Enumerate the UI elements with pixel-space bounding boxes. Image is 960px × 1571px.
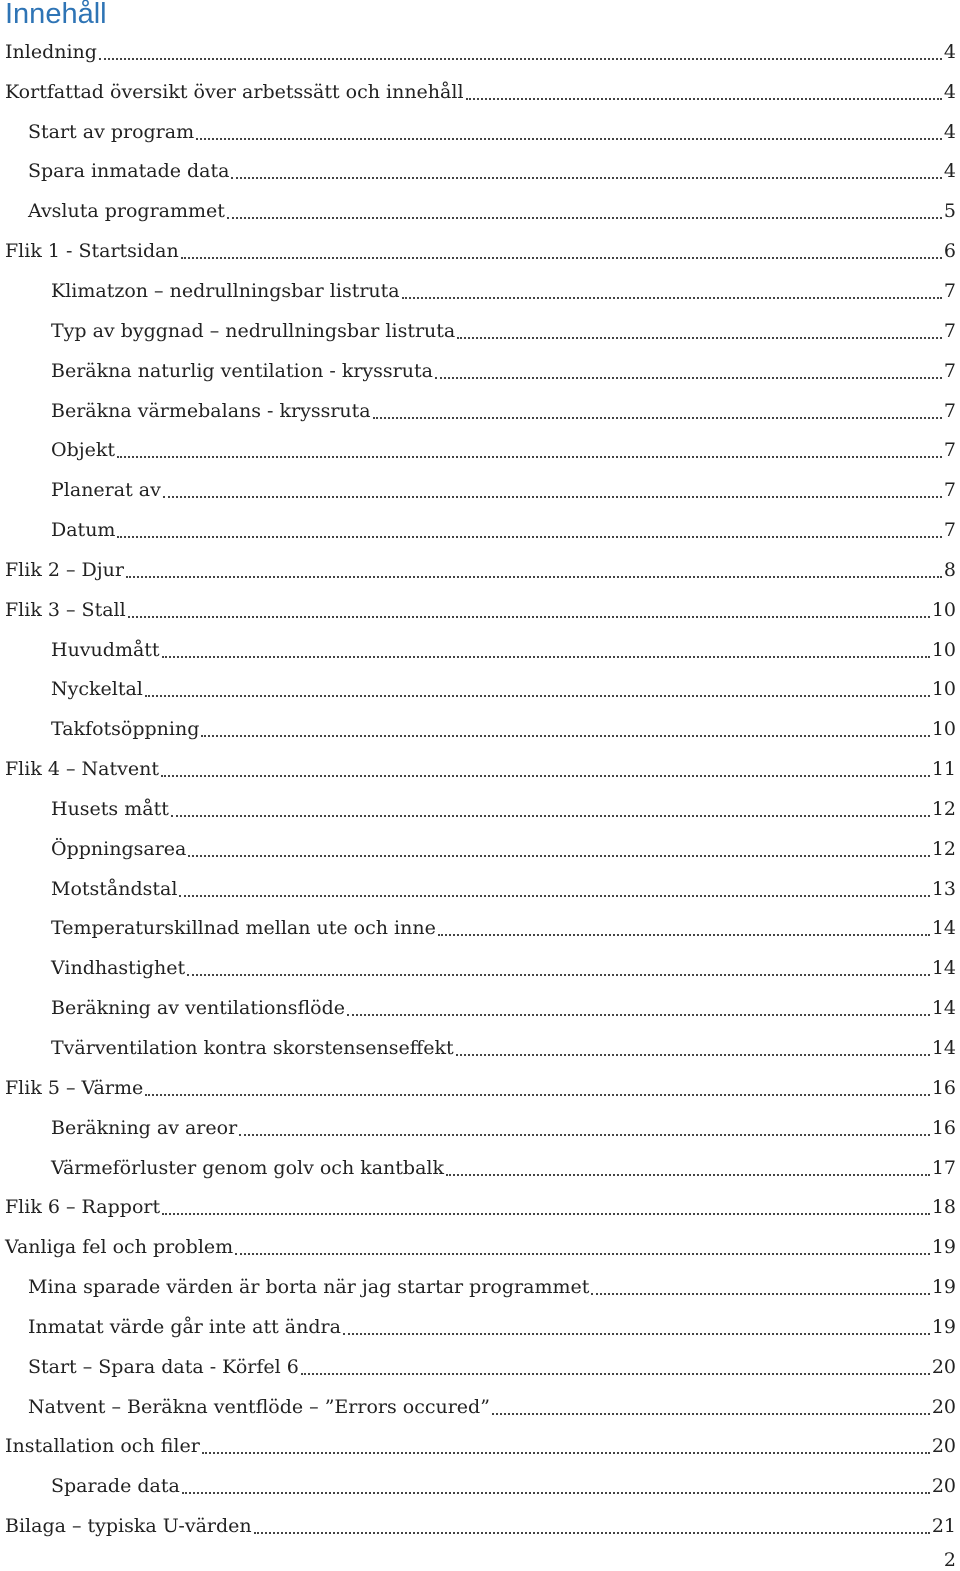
toc-entry-title: Flik 4 – Natvent: [5, 758, 159, 781]
dot-leader: [373, 417, 942, 419]
toc-entry[interactable]: [0, 988, 960, 1028]
toc-entry[interactable]: [0, 789, 960, 829]
toc-entry-page: 4: [943, 80, 956, 103]
toc-entry[interactable]: [0, 271, 960, 311]
dot-leader: [145, 695, 930, 697]
toc-entry[interactable]: [0, 311, 960, 351]
toc-entry-page: 21: [931, 1515, 956, 1538]
toc-entry-title: Husets mått: [51, 797, 169, 820]
toc-entry-title: Beräkning av areor: [51, 1116, 238, 1139]
toc-entry-page: 19: [931, 1315, 956, 1338]
toc-entry-title: Vindhastighet: [51, 957, 186, 980]
toc-entry-page: 12: [931, 837, 956, 860]
page-number: 2: [943, 1549, 956, 1571]
dot-leader: [301, 1373, 930, 1375]
dot-leader: [446, 1174, 930, 1176]
dot-leader: [145, 1094, 930, 1096]
toc-entry-title: Planerat av: [51, 479, 161, 502]
toc-entry[interactable]: [0, 351, 960, 391]
toc-entry[interactable]: [0, 670, 960, 710]
toc-entry[interactable]: [0, 1187, 960, 1227]
toc-entry[interactable]: [0, 709, 960, 749]
toc-entry-page: 17: [931, 1156, 956, 1179]
toc-heading: Innehåll: [5, 0, 107, 30]
toc-entry-title: Flik 2 – Djur: [5, 558, 125, 581]
dot-leader: [347, 1014, 930, 1016]
toc-entry[interactable]: [0, 829, 960, 869]
toc-entry-title: Objekt: [51, 439, 116, 462]
toc-entry[interactable]: [0, 1466, 960, 1506]
toc-entry-page: 7: [943, 279, 956, 302]
toc-entry[interactable]: [0, 391, 960, 431]
dot-leader: [128, 616, 930, 618]
toc-entry-page: 10: [931, 678, 956, 701]
toc-entry-title: Inledning: [5, 40, 97, 63]
toc-entry-page: 7: [943, 359, 956, 382]
toc-entry[interactable]: [0, 1267, 960, 1307]
toc-entry-page: 5: [943, 200, 956, 223]
toc-entry[interactable]: [0, 510, 960, 550]
toc-entry-title: Bilaga – typiska U-värden: [5, 1515, 252, 1538]
dot-leader: [227, 217, 942, 219]
toc-entry-title: Start av program: [28, 120, 195, 143]
toc-entry-page: 14: [931, 1037, 956, 1060]
dot-leader: [591, 1293, 929, 1295]
dot-leader: [402, 297, 942, 299]
toc-entry-title: Vanliga fel och problem: [5, 1236, 234, 1259]
dot-leader: [188, 855, 929, 857]
toc-entry[interactable]: [0, 430, 960, 470]
toc-entry-page: 4: [943, 120, 956, 143]
toc-entry[interactable]: [0, 1387, 960, 1427]
dot-leader: [196, 138, 942, 140]
toc-entry[interactable]: [0, 909, 960, 949]
dot-leader: [162, 1213, 930, 1215]
toc-entry-title: Öppningsarea: [51, 837, 187, 860]
toc-entry-page: 13: [931, 877, 956, 900]
dot-leader: [492, 1413, 930, 1415]
toc-entry-title: Typ av byggnad – nedrullningsbar listruta: [51, 319, 456, 342]
toc-entry-title: Tvärventilation kontra skorstensenseffekt: [51, 1037, 454, 1060]
toc-entry-title: Datum: [51, 519, 116, 542]
toc-entry[interactable]: [0, 152, 960, 192]
toc-entry[interactable]: [0, 32, 960, 72]
toc-entry[interactable]: [0, 749, 960, 789]
toc-entry-page: 14: [931, 997, 956, 1020]
toc-entry-page: 14: [931, 957, 956, 980]
toc-entry-page: 11: [931, 758, 956, 781]
dot-leader: [202, 1452, 930, 1454]
toc-entry-title: Avsluta programmet: [28, 200, 225, 223]
dot-leader: [466, 98, 942, 100]
toc-entry-page: 4: [943, 40, 956, 63]
toc-entry-title: Spara inmatade data: [28, 160, 230, 183]
toc-entry-page: 7: [943, 319, 956, 342]
toc-entry-page: 7: [943, 439, 956, 462]
toc-entry-title: Kortfattad översikt över arbetssätt och innehåll: [5, 80, 464, 103]
dot-leader: [456, 1054, 930, 1056]
toc-entry-page: 20: [931, 1475, 956, 1498]
toc-entry-title: Beräkna naturlig ventilation - kryssruta: [51, 359, 433, 382]
toc-entry[interactable]: [0, 191, 960, 231]
dot-leader: [438, 934, 930, 936]
toc-entry[interactable]: [0, 1068, 960, 1108]
toc-entry-title: Installation och filer: [5, 1435, 200, 1458]
toc-entry[interactable]: [0, 1148, 960, 1188]
toc-entry[interactable]: [0, 1307, 960, 1347]
dot-leader: [99, 58, 942, 60]
dot-leader: [117, 536, 941, 538]
toc-entry[interactable]: [0, 948, 960, 988]
dot-leader: [171, 815, 930, 817]
toc-entry-title: Temperaturskillnad mellan ute och inne: [51, 917, 436, 940]
toc-entry[interactable]: [0, 470, 960, 510]
toc-entry-page: 4: [943, 160, 956, 183]
dot-leader: [235, 1253, 930, 1255]
dot-leader: [201, 735, 929, 737]
toc-entry-title: Beräkning av ventilationsflöde: [51, 997, 345, 1020]
dot-leader: [179, 895, 929, 897]
toc-entry-title: Start – Spara data - Körfel 6: [28, 1355, 299, 1378]
toc-entry-title: Natvent – Beräkna ventflöde – ”Errors occured”: [28, 1395, 490, 1418]
dot-leader: [181, 257, 942, 259]
toc-entry[interactable]: [0, 231, 960, 271]
dot-leader: [343, 1333, 930, 1335]
toc-entry-title: Nyckeltal: [51, 678, 143, 701]
dot-leader: [117, 456, 942, 458]
toc-entry-title: Inmatat värde går inte att ändra: [28, 1315, 341, 1338]
toc-entry-page: 20: [931, 1355, 956, 1378]
dot-leader: [161, 775, 930, 777]
toc-entry-page: 18: [931, 1196, 956, 1219]
toc-entry-page: 20: [931, 1395, 956, 1418]
toc-entry[interactable]: [0, 590, 960, 630]
dot-leader: [126, 576, 942, 578]
toc-entry[interactable]: [0, 72, 960, 112]
toc-entry-title: Värmeförluster genom golv och kantbalk: [51, 1156, 445, 1179]
toc-entry-title: Flik 5 – Värme: [5, 1076, 144, 1099]
toc-entry[interactable]: [0, 869, 960, 909]
toc-entry-page: 7: [943, 479, 956, 502]
toc-entry-page: 19: [931, 1276, 956, 1299]
dot-leader: [231, 177, 941, 179]
toc-entry-title: Sparade data: [51, 1475, 180, 1498]
toc-entry-title: Flik 1 - Startsidan: [5, 240, 179, 263]
toc-entry-page: 7: [943, 519, 956, 542]
toc-entry-title: Huvudmått: [51, 638, 160, 661]
dot-leader: [162, 656, 930, 658]
dot-leader: [182, 1492, 930, 1494]
dot-leader: [254, 1532, 930, 1534]
toc-entry-title: Beräkna värmebalans - kryssruta: [51, 399, 371, 422]
dot-leader: [239, 1134, 930, 1136]
dot-leader: [187, 974, 930, 976]
toc-entry-page: 14: [931, 917, 956, 940]
toc-entry-page: 10: [931, 638, 956, 661]
toc-entry[interactable]: [0, 1028, 960, 1068]
dot-leader: [457, 337, 942, 339]
toc-entry-page: 16: [931, 1076, 956, 1099]
toc-entry[interactable]: [0, 1347, 960, 1387]
toc-entry-title: Flik 6 – Rapport: [5, 1196, 161, 1219]
dot-leader: [163, 496, 942, 498]
toc-entry-page: 10: [931, 718, 956, 741]
toc-entry-page: 20: [931, 1435, 956, 1458]
toc-entry[interactable]: [0, 1427, 960, 1467]
toc-entry[interactable]: [0, 112, 960, 152]
toc-entry[interactable]: [0, 1108, 960, 1148]
toc-entry-page: 6: [943, 240, 956, 263]
toc-entry-title: Flik 3 – Stall: [5, 598, 126, 621]
table-of-contents: [0, 32, 960, 1546]
toc-entry-title: Mina sparade värden är borta när jag startar programmet: [28, 1276, 590, 1299]
toc-entry-title: Klimatzon – nedrullningsbar listruta: [51, 279, 400, 302]
toc-entry-page: 8: [943, 558, 956, 581]
toc-entry-page: 12: [931, 797, 956, 820]
toc-entry-page: 10: [931, 598, 956, 621]
toc-entry-page: 16: [931, 1116, 956, 1139]
toc-entry[interactable]: [0, 550, 960, 590]
dot-leader: [435, 377, 942, 379]
toc-entry-page: 7: [943, 399, 956, 422]
toc-entry[interactable]: [0, 1227, 960, 1267]
toc-entry-title: Motståndstal: [51, 877, 178, 900]
toc-entry[interactable]: [0, 630, 960, 670]
toc-entry-title: Takfotsöppning: [51, 718, 200, 741]
toc-entry[interactable]: [0, 1506, 960, 1546]
toc-entry-page: 19: [931, 1236, 956, 1259]
